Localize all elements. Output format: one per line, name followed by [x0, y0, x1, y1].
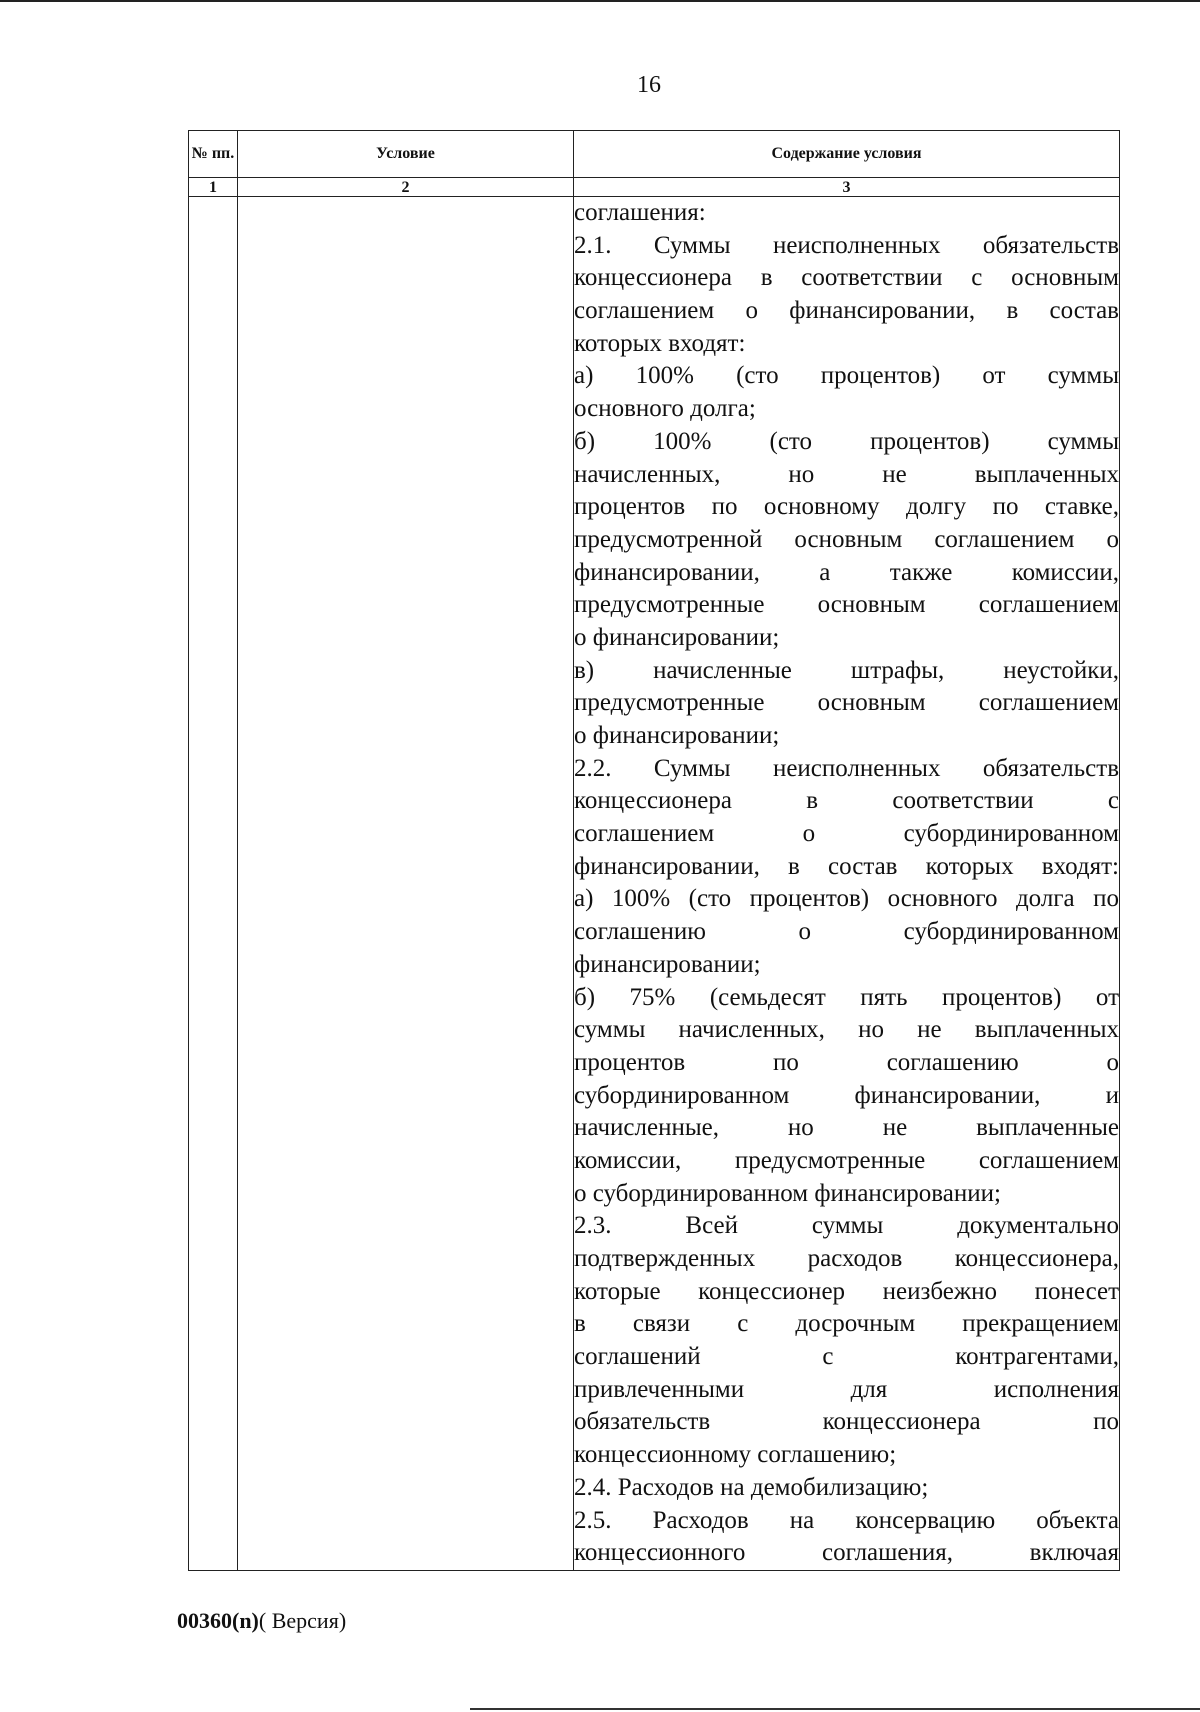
content-line: которых входят: [574, 329, 746, 357]
header-number: № пп. [189, 131, 238, 178]
scan-bottom-border [470, 1708, 1200, 1710]
content-line: финансировании, а также комиссии, [574, 558, 1119, 586]
content-line: о финансировании; [574, 623, 780, 651]
content-line: концессионному соглашению; [574, 1441, 897, 1469]
content-line: 2.2. Суммы неисполненных обязательств [574, 754, 1119, 782]
content-line: суммы начисленных, но не выплаченных [574, 1016, 1119, 1044]
table-header-row [189, 131, 1120, 178]
content-line: концессионного соглашения, включая [574, 1539, 1119, 1567]
column-number-1: 1 [189, 178, 238, 197]
content-line: а) 100% (сто процентов) от суммы [574, 362, 1119, 390]
content-line: в) начисленные штрафы, неустойки, [574, 656, 1119, 684]
column-number-3: 3 [574, 178, 1120, 197]
content-text [574, 197, 1119, 1570]
row-number-cell [189, 197, 238, 1571]
content-line: основного долга; [574, 395, 756, 423]
condition-content-cell [574, 197, 1120, 1571]
table-row [189, 197, 1120, 1571]
header-condition: Условие [238, 131, 574, 178]
column-number-row [189, 178, 1120, 197]
content-line: начисленные, но не выплаченные [574, 1114, 1119, 1142]
content-line: процентов по соглашению о [574, 1048, 1119, 1076]
content-line: привлеченными для исполнения [574, 1375, 1119, 1403]
content-line: начисленных, но не выплаченных [574, 460, 1119, 488]
content-line: о финансировании; [574, 722, 780, 749]
content-line: о субординированном финансировании; [574, 1179, 1001, 1207]
content-line: соглашением о финансировании, в состав [574, 297, 1119, 325]
scan-top-border [0, 0, 1200, 2]
content-line: соглашения: [574, 199, 706, 226]
content-line: б) 75% (семьдесят пять процентов) от [574, 983, 1119, 1011]
content-line: предусмотренные основным соглашением [574, 591, 1119, 619]
content-line: финансировании, в состав которых входят: [574, 852, 1119, 880]
content-line: соглашению о субординированном [574, 918, 1119, 946]
content-line: 2.3. Всей суммы документально [574, 1212, 1119, 1240]
content-line: предусмотренной основным соглашением о [574, 525, 1119, 553]
content-line: процентов по основному долгу по ставке, [574, 493, 1119, 521]
content-line: 2.4. Расходов на демобилизацию; [574, 1473, 929, 1501]
content-line: а) 100% (сто процентов) основного долга по [574, 885, 1119, 913]
content-line: соглашением о субординированном [574, 820, 1119, 848]
content-line: концессионера в соответствии с основным [574, 264, 1119, 292]
content-line: комиссии, предусмотренные соглашением [574, 1146, 1119, 1174]
content-line: предусмотренные основным соглашением [574, 689, 1119, 717]
content-line: подтвержденных расходов концессионера, [574, 1245, 1119, 1272]
content-line: 2.1. Суммы неисполненных обязательств [574, 231, 1119, 259]
content-line: концессионера в соответствии с [574, 787, 1119, 815]
content-line: 2.5. Расходов на консервацию объекта [574, 1506, 1119, 1534]
conditions-table [188, 130, 1120, 1571]
content-line: б) 100% (сто процентов) суммы [574, 427, 1119, 455]
content-line: которые концессионер неизбежно понесет [574, 1277, 1119, 1305]
content-line: субординированном финансировании, и [574, 1081, 1119, 1109]
content-line: обязательств концессионера по [574, 1408, 1119, 1436]
content-line: соглашений с контрагентами, [574, 1343, 1119, 1371]
condition-cell [238, 197, 574, 1571]
header-content: Содержание условия [574, 131, 1120, 178]
footer-code: 00360(n) [177, 1608, 259, 1633]
footer-document-code [177, 1608, 346, 1634]
column-number-2: 2 [238, 178, 574, 197]
page-number: 16 [637, 72, 661, 98]
content-line: финансировании; [574, 950, 761, 978]
content-line: в связи с досрочным прекращением [574, 1310, 1119, 1338]
footer-version: ( Версия) [258, 1608, 347, 1633]
